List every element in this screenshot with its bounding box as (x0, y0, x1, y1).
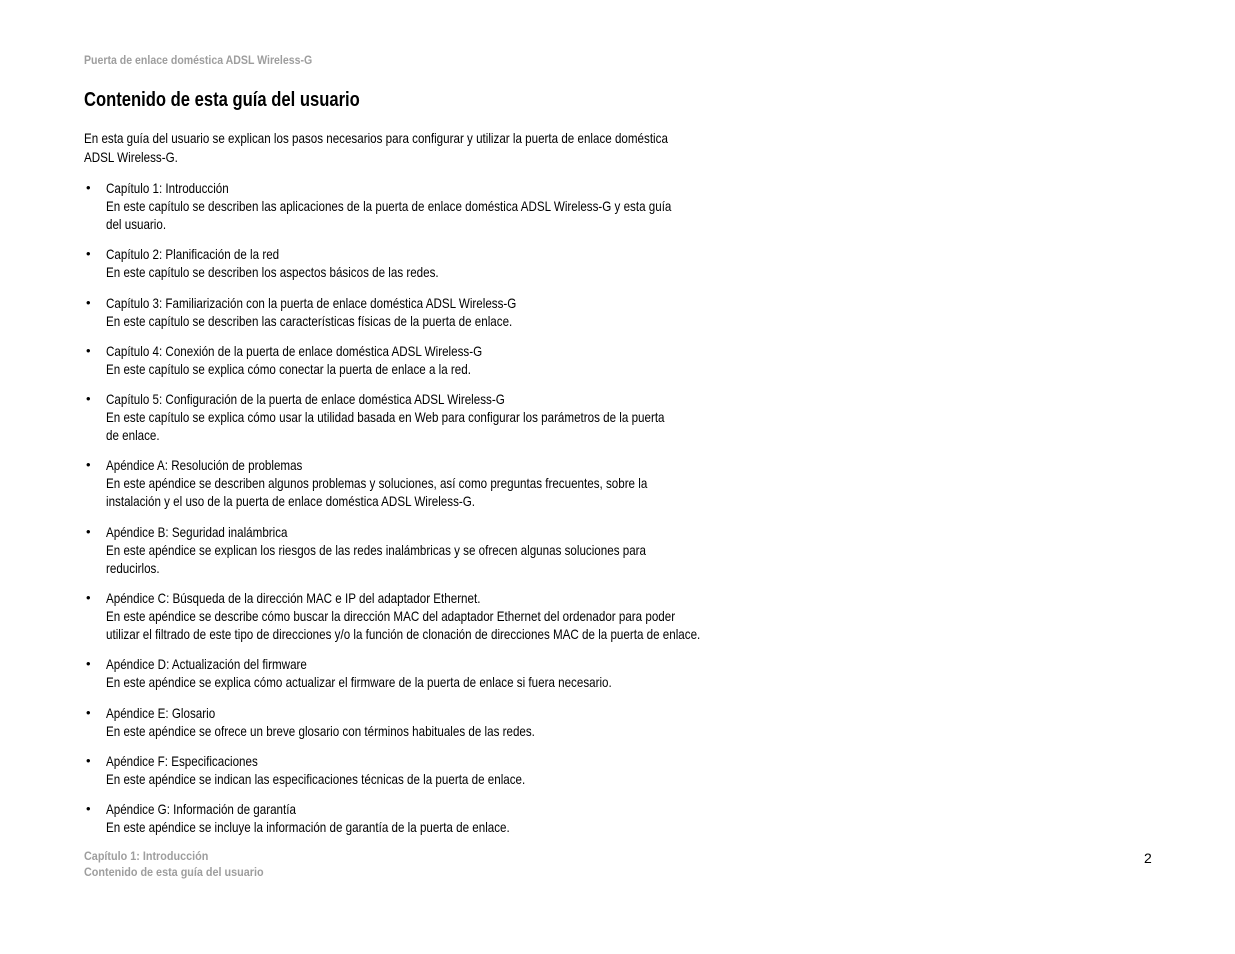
toc-item-description: En este apéndice se indican las especificaciones técnicas de la puerta de enlace. (106, 770, 526, 787)
toc-item-description: instalación y el uso de la puerta de enlace doméstica ADSL Wireless-G. (106, 493, 476, 510)
toc-item-apendice-c (106, 589, 822, 643)
intro-line: En esta guía del usuario se explican los pasos necesarios para configurar y utilizar la puerta de enlace doméstica (84, 130, 668, 146)
toc-item-apendice-f (106, 752, 822, 788)
toc-item-description: En este capítulo se describen las características físicas de la puerta de enlace. (106, 312, 513, 329)
running-header: Puerta de enlace doméstica ADSL Wireless-G (84, 53, 313, 67)
toc-item-description: En este apéndice se describe cómo buscar la dirección MAC del adaptador Ethernet del ordenador para poder (106, 608, 676, 625)
toc-item-apendice-b (106, 523, 822, 577)
toc-item-heading: • Apéndice A: Resolución de problemas (106, 457, 303, 474)
toc-item-description: de enlace. (106, 427, 160, 444)
toc-item-capitulo-4 (106, 342, 822, 378)
page-footer (84, 849, 275, 881)
toc-item-description: En este apéndice se incluye la información de garantía de la puerta de enlace. (106, 819, 510, 836)
toc-item-description: En este capítulo se explica cómo usar la utilidad basada en Web para configurar los parámetros de la puerta (106, 409, 665, 426)
toc-item-heading: • Apéndice B: Seguridad inalámbrica (106, 523, 288, 540)
toc-item-capitulo-1 (106, 179, 822, 233)
footer-chapter: Capítulo 1: Introducción (84, 851, 209, 863)
toc-item-description: utilizar el filtrado de este tipo de direcciones y/o la función de clonación de direcciones MAC de la puerta de enlace. (106, 626, 701, 643)
toc-item-apendice-g (106, 800, 822, 836)
intro-line: ADSL Wireless-G. (84, 149, 178, 165)
page-number: 2 (1144, 850, 1152, 866)
toc-item-capitulo-5 (106, 390, 822, 444)
toc-item-heading: • Apéndice E: Glosario (106, 704, 216, 721)
toc-item-heading: • Apéndice G: Información de garantía (106, 801, 296, 818)
toc-item-description: del usuario. (106, 216, 167, 232)
toc-item-heading: • Apéndice F: Especificaciones (106, 752, 258, 769)
toc-item-description: En este capítulo se describen las aplicaciones de la puerta de enlace doméstica ADSL Wireless-G y esta guía (106, 198, 672, 214)
toc-item-description: En este capítulo se explica cómo conectar la puerta de enlace a la red. (106, 360, 471, 377)
toc-item-description: En este apéndice se explica cómo actualizar el firmware de la puerta de enlace si fuera necesario. (106, 674, 612, 691)
toc-item-capitulo-2 (106, 245, 822, 281)
toc-item-description: En este apéndice se explican los riesgos de las redes inalámbricas y se ofrecen algunas soluciones para (106, 541, 647, 558)
toc-item-description: En este apéndice se ofrece un breve glosario con términos habituales de las redes. (106, 722, 535, 739)
toc-item-capitulo-3 (106, 294, 822, 330)
toc-item-heading: • Apéndice C: Búsqueda de la dirección MAC e IP del adaptador Ethernet. (106, 590, 481, 607)
contents-list (106, 179, 822, 849)
toc-item-heading: • Apéndice D: Actualización del firmware (106, 656, 307, 673)
toc-item-apendice-e (106, 704, 822, 740)
page-title: Contenido de esta guía del usuario (84, 89, 360, 111)
toc-item-description: reducirlos. (106, 559, 160, 576)
toc-item-heading: • Capítulo 2: Planificación de la red (106, 246, 280, 263)
toc-item-apendice-a (106, 456, 822, 510)
toc-item-heading: • Capítulo 3: Familiarización con la puerta de enlace doméstica ADSL Wireless-G (106, 294, 517, 311)
toc-item-heading: • Capítulo 1: Introducción (106, 180, 229, 196)
toc-item-description: En este capítulo se describen los aspectos básicos de las redes. (106, 264, 439, 281)
toc-item-description: En este apéndice se describen algunos problemas y soluciones, así como preguntas frecuentes, sobre la (106, 475, 648, 492)
intro-paragraph (84, 129, 788, 167)
toc-item-apendice-d (106, 655, 822, 691)
toc-item-heading: • Capítulo 5: Configuración de la puerta de enlace doméstica ADSL Wireless-G (106, 391, 505, 408)
footer-section: Contenido de esta guía del usuario (84, 867, 264, 879)
toc-item-heading: • Capítulo 4: Conexión de la puerta de enlace doméstica ADSL Wireless-G (106, 342, 483, 359)
